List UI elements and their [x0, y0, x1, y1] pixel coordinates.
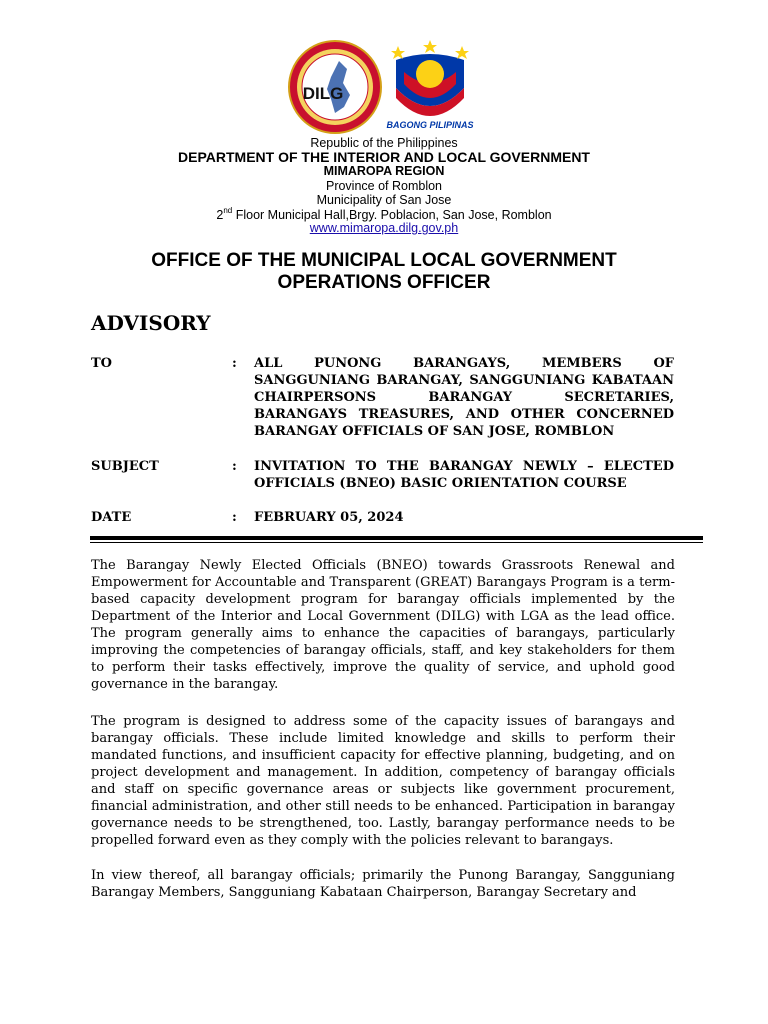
bagong-pilipinas-text: BAGONG PILIPINAS: [386, 120, 474, 130]
office-title: [0, 250, 768, 294]
divider-thin: [90, 542, 703, 543]
header-logos: [0, 38, 768, 134]
website-link[interactable]: www.mimaropa.dilg.gov.ph: [309, 221, 459, 235]
address-floor: 2: [216, 208, 224, 223]
department-name: DEPARTMENT OF THE INTERIOR AND LOCAL GOVERNMENT: [178, 149, 590, 165]
subject-colon: :: [232, 459, 237, 474]
date-colon: :: [232, 510, 237, 525]
divider-thick: [90, 536, 703, 540]
to-colon: :: [232, 356, 237, 371]
body-paragraph-3: In view thereof, all barangay officials; primarily the Punong Barangay, Sangguniang Barangay Members, Sangguniang Kabataan Chairperson, Barangay Secretary and: [91, 868, 675, 900]
advisory-title: ADVISORY: [91, 311, 211, 335]
to-value: ALL PUNONG BARANGAYS, MEMBERS OF SANGGUNIANG BARANGAY, SANGGUNIANG KABATAAN CHAIRPERSONS BARANGAY SECRETARIES, BARANGAYS TREASURES, AND OTHER CONCERNED BARANGAY OFFICIALS OF SAN JOSE, ROMBLON: [254, 356, 674, 439]
address-rest: Floor Municipal Hall,Brgy. Poblacion, San Jose, Romblon: [232, 208, 552, 223]
body-paragraph-1: The Barangay Newly Elected Officials (BNEO) towards Grassroots Renewal and Empowerment for Accountable and Transparent (GREAT) Barangays Program is a term-based capacity development program for barangay officials implemented by the Department of the Interior and Local Government (DILG) with LGA as the lead office. The program generally aims to enhance the capacities of barangays, particularly improving the competencies of barangay officials, staff, and key stakeholders for them to perform their tasks effectively, improve the quality of service, and uphold good governance in the barangay.: [91, 558, 675, 692]
date-value: FEBRUARY 05, 2024: [254, 510, 404, 525]
bagong-pilipinas-logo-icon: [382, 38, 478, 134]
office-title-line1: OFFICE OF THE MUNICIPAL LOCAL GOVERNMENT: [151, 250, 617, 271]
republic-line: Republic of the Philippines: [310, 136, 458, 150]
region-name: MIMAROPA REGION: [323, 164, 445, 178]
province-name: Province of Romblon: [325, 179, 443, 193]
body-paragraph-2: The program is designed to address some of the capacity issues of barangays and barangay officials. These include limited knowledge and skills to perform their mandated functions, and insufficient capacity for effective planning, budgeting, and on project development and management. In addition, competency of barangay officials and staff on specific governance areas or subjects like government procurement, financial administration, and other still needs to be enhanced. Participation in barangay governance needs to be strengthened, too. Lastly, barangay performance needs to be propelled forward even as they comply with the policies relevant to barangays.: [91, 714, 675, 848]
date-label: DATE: [91, 510, 132, 525]
address-suffix: nd: [223, 206, 233, 215]
subject-value: INVITATION TO THE BARANGAY NEWLY – ELECTED OFFICIALS (BNEO) BASIC ORIENTATION COURSE: [254, 459, 674, 491]
office-title-line2: OPERATIONS OFFICER: [277, 272, 491, 293]
to-label: TO: [91, 356, 112, 371]
dilg-seal-text: DILG: [302, 84, 344, 103]
subject-label: SUBJECT: [91, 459, 159, 474]
office-address: [0, 207, 768, 222]
dilg-seal-icon: [287, 39, 383, 135]
municipality-name: Municipality of San Jose: [316, 193, 452, 207]
